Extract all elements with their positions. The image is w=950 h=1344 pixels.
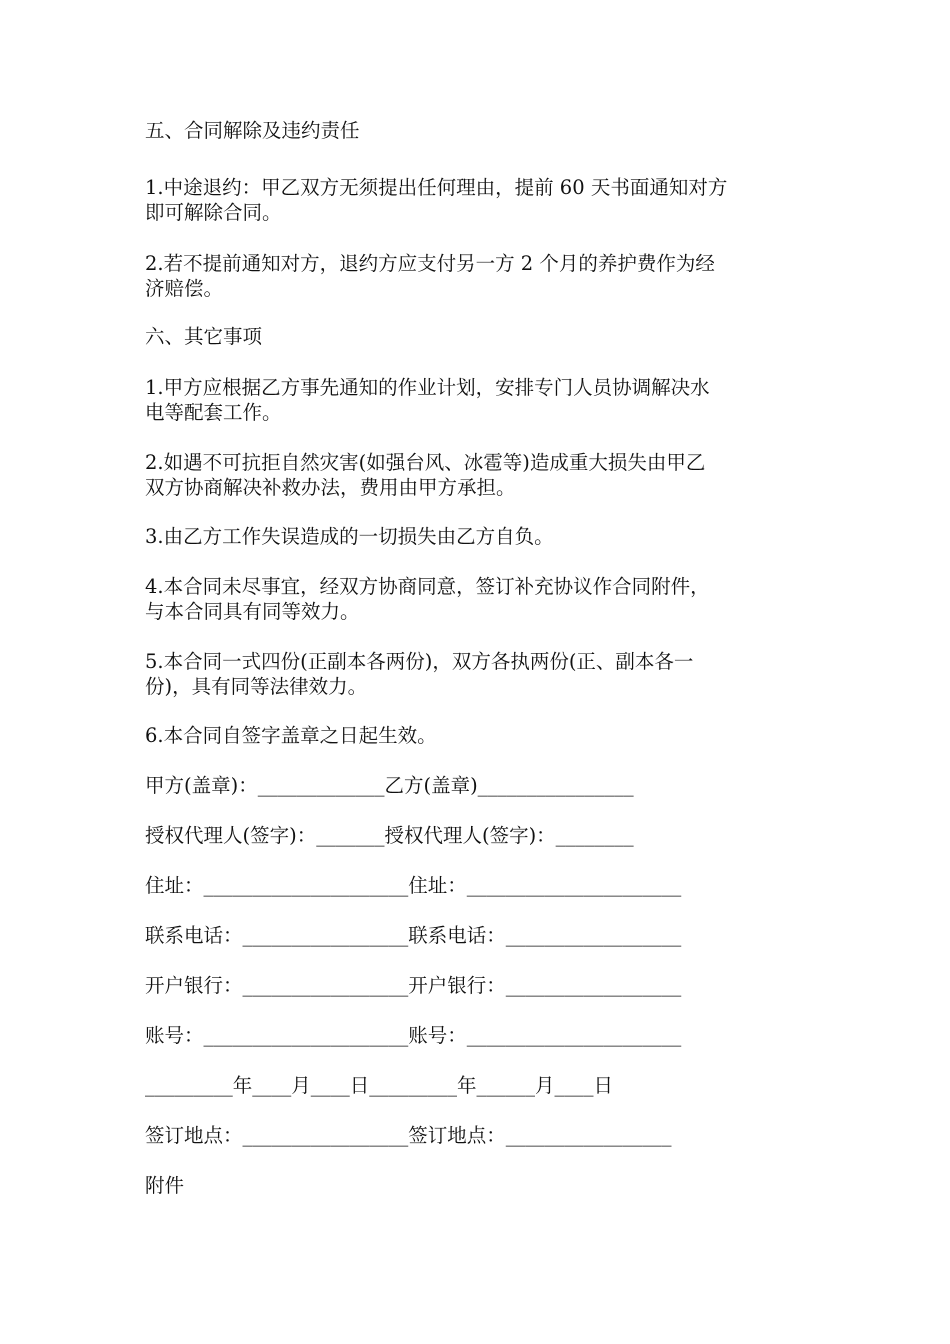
section6-item5-line1: 5.本合同一式四份(正副本各两份)，双方各执两份(正、副本各一 — [145, 650, 694, 673]
section6-item1-line2: 电等配套工作。 — [145, 401, 282, 424]
section6-item5-line2: 份)，具有同等法律效力。 — [145, 675, 368, 698]
section6-item3: 3.由乙方工作失误造成的一切损失由乙方自负。 — [145, 525, 554, 548]
section6-item4-line1: 4.本合同未尽事宜，经双方协商同意，签订补充协议作合同附件， — [145, 575, 710, 598]
address-line: 住址：_____________________住址：______________________ — [145, 874, 682, 897]
section6-item6: 6.本合同自签字盖章之日起生效。 — [145, 724, 437, 747]
section5-item2-line1: 2.若不提前通知对方，退约方应支付另一方 2 个月的养护费作为经 — [145, 252, 715, 275]
section6-item2 — [145, 450, 705, 500]
bank-line: 开户银行：_________________开户银行：__________________ — [145, 974, 682, 997]
attachment-heading: 附件 — [145, 1174, 185, 1197]
phone-line: 联系电话：_________________联系电话：__________________ — [145, 924, 682, 947]
section6-item1 — [145, 375, 710, 425]
agent-line: 授权代理人(签字)：_______授权代理人(签字)：________ — [145, 824, 634, 847]
section5-item2 — [145, 251, 715, 301]
section5-item1-line1: 1.中途退约：甲乙双方无须提出任何理由，提前 60 天书面通知对方 — [145, 176, 728, 199]
section5-item2-line2: 济赔偿。 — [145, 277, 224, 300]
section6-heading: 六、其它事项 — [145, 325, 263, 348]
section5-heading: 五、合同解除及违约责任 — [145, 119, 360, 142]
section6-item2-line1: 2.如遇不可抗拒自然灾害(如强台风、冰雹等)造成重大损失由甲乙 — [145, 451, 706, 474]
date-line: _________年____月____日_________年______月____日 — [145, 1074, 613, 1097]
section6-item2-line2: 双方协商解决补救办法，费用由甲方承担。 — [145, 476, 516, 499]
section6-item4-line2: 与本合同具有同等效力。 — [145, 600, 360, 623]
seal-line: 甲方(盖章)：_____________乙方(盖章)________________ — [145, 774, 634, 797]
section6-item1-line1: 1.甲方应根据乙方事先通知的作业计划，安排专门人员协调解决水 — [145, 376, 710, 399]
section5-item1-line2: 即可解除合同。 — [145, 201, 282, 224]
section5-item1 — [145, 175, 727, 225]
section6-item5 — [145, 649, 693, 699]
place-line: 签订地点：_________________签订地点：_________________ — [145, 1124, 672, 1147]
section6-item4 — [145, 574, 710, 624]
account-line: 账号：_____________________账号：______________________ — [145, 1024, 682, 1047]
